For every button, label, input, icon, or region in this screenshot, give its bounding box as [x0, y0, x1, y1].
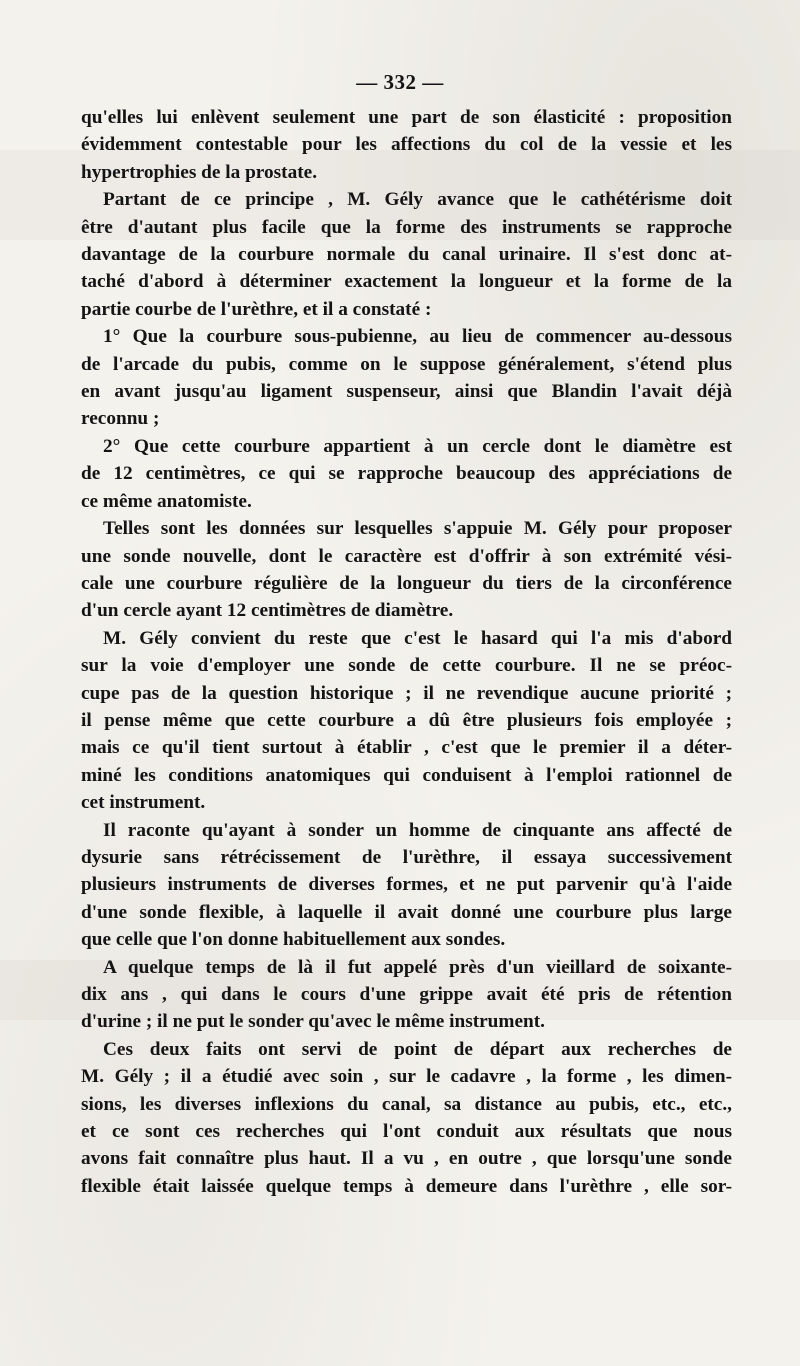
- text-line: A quelque temps de là il fut appelé près d'un vieillard de soixante-: [103, 956, 732, 978]
- text-line: et ce sont ces recherches qui l'ont conduit aux résultats que nous: [81, 1121, 732, 1143]
- paragraph: [81, 954, 732, 1036]
- text-line: hypertrophies de la prostate.: [81, 161, 318, 183]
- paragraph: [81, 1036, 732, 1200]
- text-line: d'urine ; il ne put le sonder qu'avec le même instrument.: [81, 1011, 545, 1033]
- text-line: 2° Que cette courbure appartient à un cercle dont le diamètre est: [103, 435, 732, 457]
- text-line: d'une sonde flexible, à laquelle il avait donné une courbure plus large: [81, 901, 732, 923]
- text-line: reconnu ;: [81, 408, 160, 430]
- page-number: — 332 —: [356, 70, 444, 94]
- text-line: Ces deux faits ont servi de point de départ aux recherches de: [103, 1038, 732, 1060]
- text-line: partie courbe de l'urèthre, et il a constaté :: [81, 298, 432, 320]
- text-line: être d'autant plus facile que la forme des instruments se rapproche: [81, 216, 732, 238]
- text-line: qu'elles lui enlèvent seulement une part de son élasticité : proposition: [81, 107, 732, 128]
- text-line: de 12 centimètres, ce qui se rapproche beaucoup des appréciations de: [81, 463, 732, 485]
- text-line: de l'arcade du pubis, comme on le suppose généralement, s'étend plus: [81, 353, 732, 375]
- paragraph: [81, 104, 732, 186]
- text-line: en avant jusqu'au ligament suspenseur, ainsi que Blandin l'avait déjà: [81, 381, 732, 403]
- text-line: plusieurs instruments de diverses formes, et ne put parvenir qu'à l'aide: [81, 874, 732, 896]
- text-line: cupe pas de la question historique ; il ne revendique aucune priorité ;: [81, 682, 732, 704]
- text-line: M. Gély ; il a étudié avec soin , sur le cadavre , la forme , les dimen-: [81, 1066, 732, 1088]
- text-line: cale une courbure régulière de la longueur du tiers de la circonférence: [81, 572, 732, 594]
- paragraph: [81, 817, 732, 954]
- text-line: flexible était laissée quelque temps à demeure dans l'urèthre , elle sor-: [81, 1175, 732, 1197]
- text-line: taché d'abord à déterminer exactement la longueur et la forme de la: [81, 271, 732, 293]
- text-line: ce même anatomiste.: [81, 490, 252, 512]
- paragraph: [81, 323, 732, 433]
- text-line: dysurie sans rétrécissement de l'urèthre, il essaya successivement: [81, 846, 732, 868]
- text-line: miné les conditions anatomiques qui conduisent à l'emploi rationnel de: [81, 764, 732, 786]
- text-line: Telles sont les données sur lesquelles s'appuie M. Gély pour proposer: [103, 518, 732, 540]
- text-line: Partant de ce principe , M. Gély avance que le cathétérisme doit: [103, 189, 732, 211]
- text-line: évidemment contestable pour les affections du col de la vessie et les: [81, 134, 732, 156]
- text-line: sur la voie d'employer une sonde de cette courbure. Il ne se préoc-: [81, 655, 732, 677]
- text-line: 1° Que la courbure sous-pubienne, au lieu de commencer au-dessous: [103, 326, 732, 348]
- text-line: il pense même que cette courbure a dû être plusieurs fois employée ;: [81, 709, 732, 731]
- text-line: une sonde nouvelle, dont le caractère est d'offrir à son extrémité vési-: [81, 545, 732, 567]
- text-line: mais ce qu'il tient surtout à établir , c'est que le premier il a déter-: [81, 737, 732, 759]
- text-line: avons fait connaître plus haut. Il a vu , en outre , que lorsqu'une sonde: [81, 1148, 732, 1170]
- text-line: cet instrument.: [81, 792, 206, 814]
- text-line: M. Gély convient du reste que c'est le hasard qui l'a mis d'abord: [103, 627, 732, 649]
- text-line: davantage de la courbure normale du canal urinaire. Il s'est donc at-: [81, 244, 732, 266]
- text-line: que celle que l'on donne habituellement aux sondes.: [81, 929, 506, 951]
- text-line: sions, les diverses inflexions du canal, sa distance au pubis, etc., etc.,: [81, 1093, 732, 1115]
- text-line: d'un cercle ayant 12 centimètres de diamètre.: [81, 600, 454, 622]
- paragraph: [81, 186, 732, 323]
- paragraph: [81, 515, 732, 625]
- body-text: [81, 104, 732, 1200]
- text-line: Il raconte qu'ayant à sonder un homme de cinquante ans affecté de: [103, 819, 732, 841]
- paragraph: [81, 625, 732, 817]
- text-line: dix ans , qui dans le cours d'une grippe avait été pris de rétention: [81, 984, 732, 1005]
- paragraph: [81, 433, 732, 515]
